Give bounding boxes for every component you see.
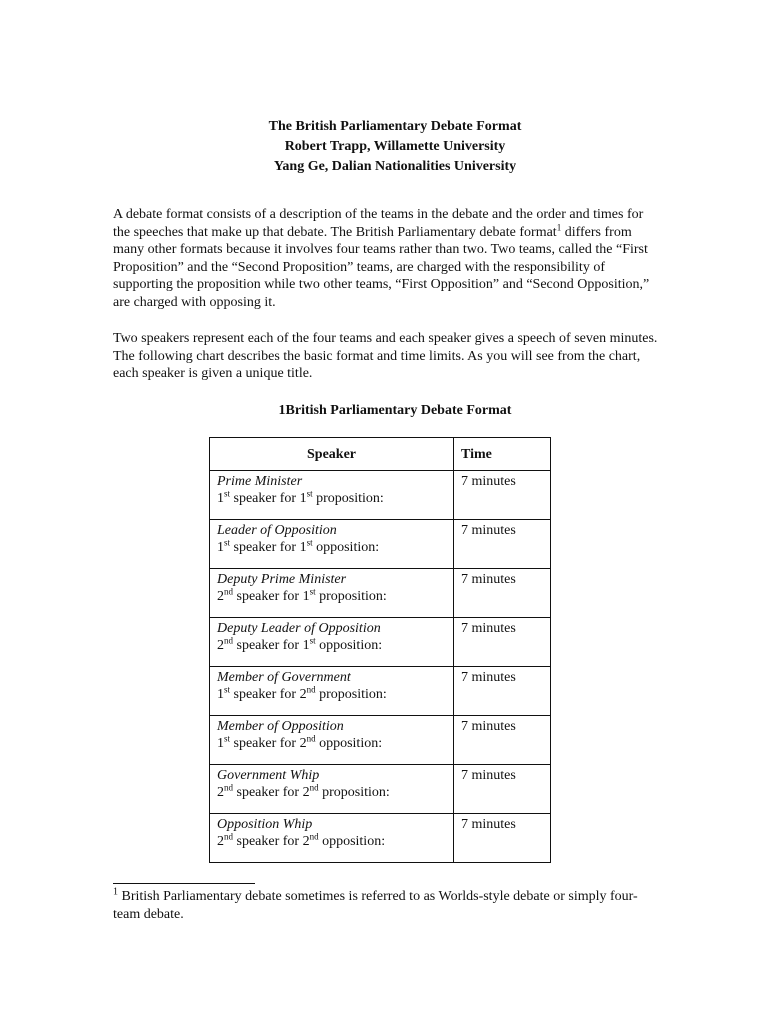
speaker-role: Deputy Prime Minister: [217, 572, 347, 587]
team-order-number: 2: [302, 834, 310, 849]
table-row: [210, 667, 551, 716]
speaker-order-suffix: nd: [224, 782, 233, 793]
team-order-suffix: nd: [309, 782, 319, 793]
footnote-text: British Parliamentary debate sometimes is referred to as Worlds-style debate or simply four-team debate.: [113, 889, 638, 922]
speaker-description: [217, 490, 453, 507]
team-side-text: opposition:: [312, 540, 380, 555]
speaker-order-number: 2: [217, 785, 224, 800]
team-side-text: proposition:: [315, 687, 387, 702]
speaker-for-text: speaker for: [230, 491, 300, 506]
speaker-cell: [210, 667, 454, 716]
speaker-cell: [210, 765, 454, 814]
footnote-reference[interactable]: 1: [556, 221, 562, 232]
team-order-number: 1: [302, 638, 310, 653]
speaker-description: [217, 833, 453, 850]
table-row: [210, 520, 551, 569]
speaker-order-number: 2: [217, 589, 224, 604]
speaker-role: Leader of Opposition: [217, 523, 337, 538]
time-cell: 7 minutes: [454, 569, 551, 618]
speaker-description: [217, 588, 453, 605]
speaker-column-header: Speaker: [210, 438, 454, 471]
speaker-order-suffix: st: [224, 537, 231, 548]
intro-text-end: differs from many other formats because it involves four teams rather than two. Two teams, called the “First Proposition” and the “Second Proposition” teams, are charged with the responsibility of supporting the proposition while two other teams, “First Opposition” and “Second Opposition,” are charged with opposing it.: [113, 224, 650, 310]
speaker-role: Member of Government: [217, 670, 351, 685]
team-side-text: opposition:: [318, 834, 386, 849]
team-order-suffix: st: [309, 586, 316, 597]
speaker-role: Opposition Whip: [217, 817, 313, 832]
speaker-cell: [210, 618, 454, 667]
speaker-description: [217, 686, 453, 703]
team-side-text: proposition:: [312, 491, 384, 506]
author-1: Robert Trapp, Willamette University: [284, 139, 506, 154]
speaker-order-suffix: st: [224, 684, 231, 695]
team-side-text: opposition:: [315, 638, 383, 653]
table-caption: 1British Parliamentary Debate Format: [278, 403, 512, 418]
table-row: [210, 618, 551, 667]
team-order-number: 1: [299, 540, 307, 555]
table-header-row: [210, 438, 551, 471]
speaker-order-number: 1: [217, 540, 224, 555]
team-order-suffix: st: [306, 488, 313, 499]
speaker-for-text: speaker for: [233, 834, 303, 849]
footnote-divider: [113, 883, 255, 884]
time-cell: 7 minutes: [454, 765, 551, 814]
speaker-order-number: 1: [217, 687, 224, 702]
speaker-order-suffix: nd: [224, 586, 233, 597]
table-row: [210, 765, 551, 814]
time-cell: 7 minutes: [454, 618, 551, 667]
speaker-cell: [210, 569, 454, 618]
speakers-paragraph: Two speakers represent each of the four teams and each speaker gives a speech of seven minutes. The following chart describes the basic format and time limits. As you will see from the chart, each speaker is given a unique title.: [113, 331, 658, 382]
time-cell: 7 minutes: [454, 716, 551, 765]
speaker-order-suffix: st: [224, 733, 231, 744]
time-column-header: Time: [454, 438, 551, 471]
team-side-text: opposition:: [315, 736, 383, 751]
speaker-for-text: speaker for: [233, 785, 303, 800]
table-row: [210, 471, 551, 520]
team-order-suffix: nd: [306, 684, 316, 695]
speaker-cell: [210, 520, 454, 569]
speaker-cell: [210, 814, 454, 863]
time-cell: 7 minutes: [454, 667, 551, 716]
team-order-suffix: nd: [306, 733, 316, 744]
speaker-for-text: speaker for: [233, 589, 303, 604]
speaker-order-number: 1: [217, 491, 224, 506]
intro-paragraph: [113, 206, 658, 312]
team-order-number: 2: [299, 736, 307, 751]
intro-text-start: A debate format consists of a description of the teams in the debate and the order and times for the speeches that make up that debate. The British Parliamentary debate format: [113, 207, 644, 240]
table-row: [210, 569, 551, 618]
speaker-role: Government Whip: [217, 768, 320, 783]
speaker-role: Member of Opposition: [217, 719, 344, 734]
team-order-number: 2: [302, 785, 310, 800]
speaker-for-text: speaker for: [233, 638, 303, 653]
speaker-for-text: speaker for: [230, 540, 300, 555]
speaker-order-number: 2: [217, 638, 224, 653]
speaker-cell: [210, 471, 454, 520]
team-order-number: 1: [302, 589, 310, 604]
speaker-order-suffix: nd: [224, 831, 233, 842]
document-title-block: [0, 117, 768, 177]
speaker-role: Prime Minister: [217, 474, 303, 489]
team-order-suffix: st: [306, 537, 313, 548]
team-side-text: proposition:: [318, 785, 390, 800]
speaker-cell: [210, 716, 454, 765]
debate-format-table: [209, 437, 551, 863]
footnote: [113, 888, 658, 924]
team-side-text: proposition:: [315, 589, 387, 604]
speaker-for-text: speaker for: [230, 736, 300, 751]
speaker-description: [217, 637, 453, 654]
speaker-order-number: 1: [217, 736, 224, 751]
document-title: The British Parliamentary Debate Format: [268, 119, 522, 134]
time-cell: 7 minutes: [454, 814, 551, 863]
team-order-number: 2: [299, 687, 307, 702]
speaker-for-text: speaker for: [230, 687, 300, 702]
speaker-role: Deputy Leader of Opposition: [217, 621, 381, 636]
team-order-number: 1: [299, 491, 307, 506]
speaker-description: [217, 784, 453, 801]
table-row: [210, 814, 551, 863]
speaker-order-suffix: nd: [224, 635, 233, 646]
team-order-suffix: nd: [309, 831, 319, 842]
speaker-order-number: 2: [217, 834, 224, 849]
time-cell: 7 minutes: [454, 471, 551, 520]
speaker-description: [217, 735, 453, 752]
time-cell: 7 minutes: [454, 520, 551, 569]
footnote-marker: 1: [113, 886, 118, 898]
speaker-description: [217, 539, 453, 556]
table-row: [210, 716, 551, 765]
table-body: [210, 471, 551, 863]
team-order-suffix: st: [309, 635, 316, 646]
author-2: Yang Ge, Dalian Nationalities University: [273, 159, 517, 174]
speaker-order-suffix: st: [224, 488, 231, 499]
